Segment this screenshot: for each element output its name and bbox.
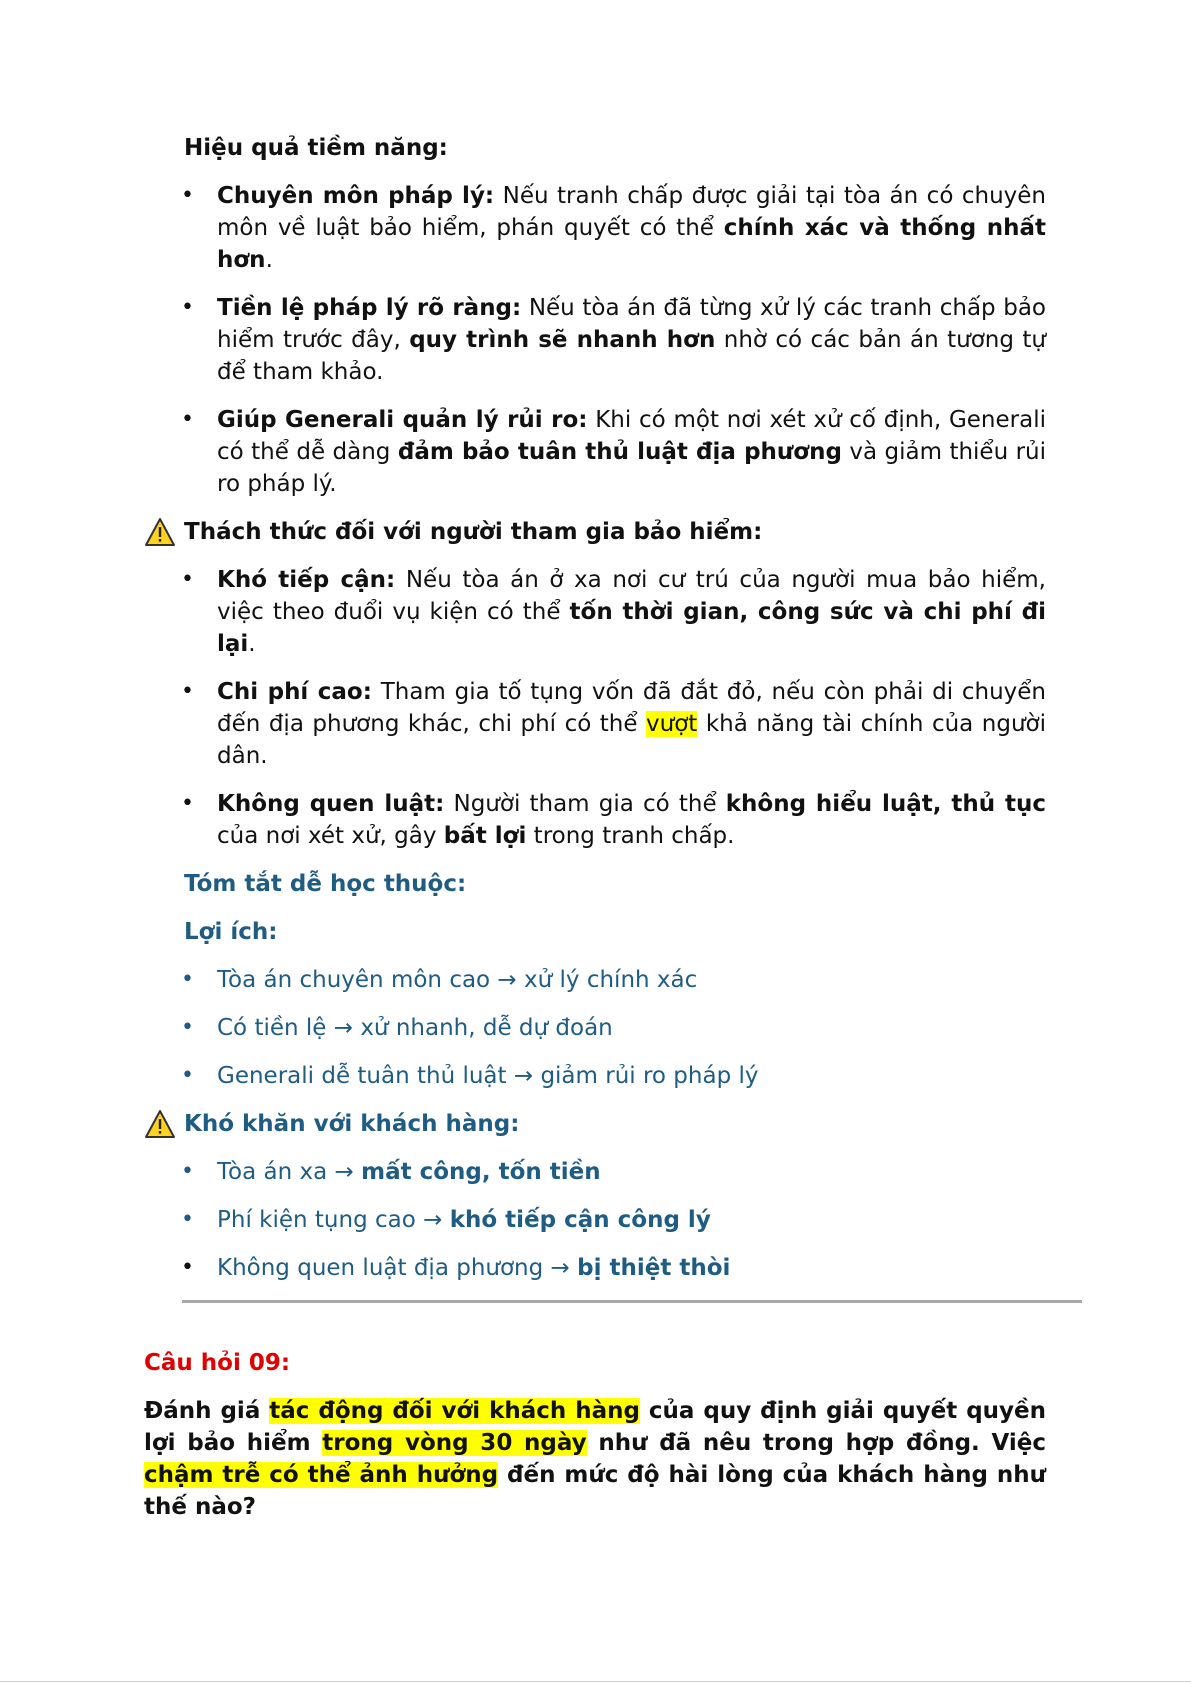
question-text: Đánh giá tác động đối với khách hàng của quy định giải quyết quyền lợi bảo hiểm trong vòng 30 ngày như đã nêu trong hợp đồng. Việc chậm trễ có thể ảnh hưởng đến mức độ hài lòng của khách hàng như thế nào? <box>144 1398 1047 1520</box>
page-bottom-edge <box>0 1681 1191 1682</box>
bullet-icon: • <box>181 679 194 704</box>
bullet-icon: • <box>181 1255 194 1280</box>
bullet-icon: • <box>181 183 194 208</box>
bullet-icon: • <box>181 967 194 992</box>
section-heading-challenges: Thách thức đối với người tham gia bảo hiểm: <box>144 516 1046 548</box>
difficulties-heading: Khó khăn với khách hàng: <box>144 1108 1046 1140</box>
list-item: • Có tiền lệ → xử nhanh, dễ dự đoán <box>144 1012 1046 1044</box>
list-item: • Không quen luật địa phương → bị thiệt thòi <box>144 1252 1046 1284</box>
horizontal-divider <box>182 1300 1082 1303</box>
list-item: • Chi phí cao: Tham gia tố tụng vốn đã đắt đỏ, nếu còn phải di chuyển đến địa phương khác, chi phí có thể vượt khả năng tài chính của người dân. <box>144 676 1046 772</box>
question-title: Câu hỏi 09: <box>144 1350 291 1376</box>
highlighted-word: vượt <box>646 711 698 737</box>
bullet-icon: • <box>181 407 194 432</box>
bullet-icon: • <box>181 1063 194 1088</box>
page-content <box>144 132 1046 1523</box>
summary-heading: Tóm tắt dễ học thuộc: <box>184 871 467 897</box>
list-item: • Giúp Generali quản lý rủi ro: Khi có một nơi xét xử cố định, Generali có thể dễ dàng đảm bảo tuân thủ luật địa phương và giảm thiểu rủi ro pháp lý. <box>144 404 1046 500</box>
list-item: • Phí kiện tụng cao → khó tiếp cận công lý <box>144 1204 1046 1236</box>
bullet-icon: • <box>181 1207 194 1232</box>
list-item: • Generali dễ tuân thủ luật → giảm rủi ro pháp lý <box>144 1060 1046 1092</box>
bullet-icon: • <box>181 791 194 816</box>
benefits-heading: Lợi ích: <box>184 919 278 945</box>
list-item: • Không quen luật: Người tham gia có thể không hiểu luật, thủ tục của nơi xét xử, gây bất lợi trong tranh chấp. <box>144 788 1046 852</box>
potential-effects-list <box>144 180 1046 500</box>
bullet-icon: • <box>181 1159 194 1184</box>
bullet-icon: • <box>181 1015 194 1040</box>
list-item: • Tòa án chuyên môn cao → xử lý chính xác <box>144 964 1046 996</box>
challenges-list <box>144 564 1046 852</box>
list-item: • Chuyên môn pháp lý: Nếu tranh chấp được giải tại tòa án có chuyên môn về luật bảo hiểm, phán quyết có thể chính xác và thống nhất hơn. <box>144 180 1046 276</box>
section-heading-potential-effects: Hiệu quả tiềm năng: <box>184 135 448 161</box>
benefits-list <box>144 964 1046 1092</box>
list-item: • Khó tiếp cận: Nếu tòa án ở xa nơi cư trú của người mua bảo hiểm, việc theo đuổi vụ kiện có thể tốn thời gian, công sức và chi phí đi lại. <box>144 564 1046 660</box>
warning-icon <box>144 1109 176 1139</box>
warning-icon <box>144 517 176 547</box>
difficulties-list <box>144 1156 1046 1284</box>
list-item: • Tiền lệ pháp lý rõ ràng: Nếu tòa án đã từng xử lý các tranh chấp bảo hiểm trước đây, quy trình sẽ nhanh hơn nhờ có các bản án tương tự để tham khảo. <box>144 292 1046 388</box>
bullet-icon: • <box>181 295 194 320</box>
bullet-icon: • <box>181 567 194 592</box>
list-item: • Tòa án xa → mất công, tốn tiền <box>144 1156 1046 1188</box>
